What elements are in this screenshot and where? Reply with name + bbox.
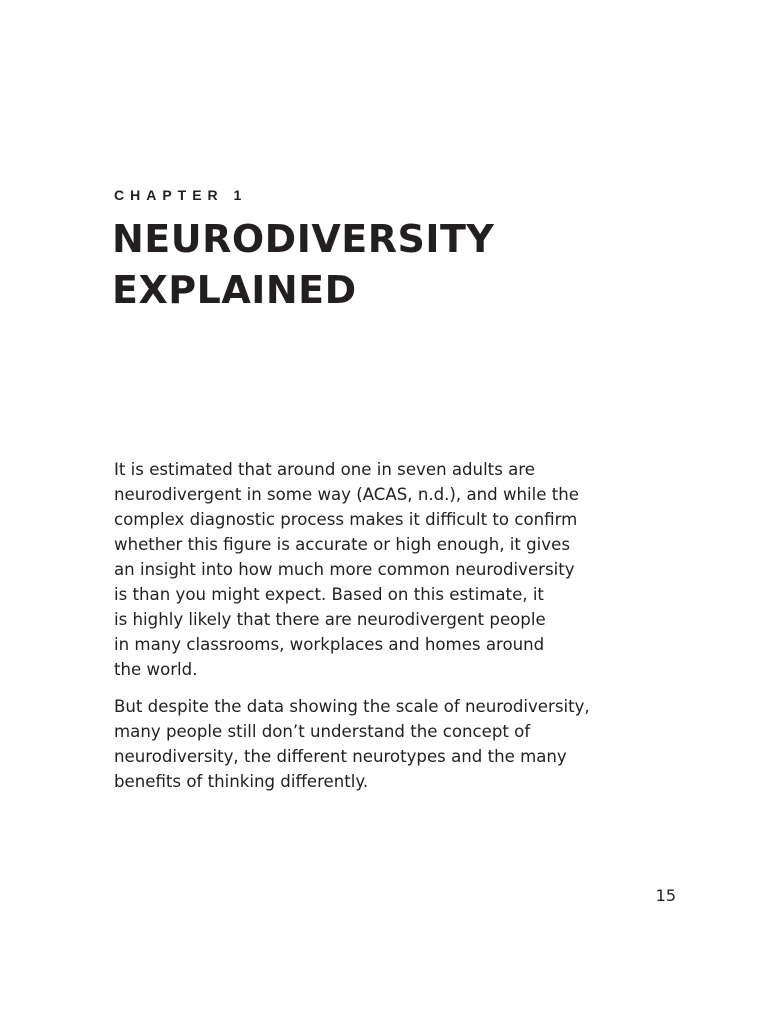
text-line: the world. (114, 660, 198, 679)
text-line: It is estimated that around one in seven adults are (114, 460, 535, 479)
text-line: in many classrooms, workplaces and homes around (114, 635, 545, 654)
text-line: neurodivergent in some way (ACAS, n.d.), and while the (114, 485, 579, 504)
body-text (114, 457, 694, 806)
text-line: neurodiversity, the different neurotypes and the many (114, 747, 567, 766)
paragraph (114, 694, 694, 794)
text-line: complex diagnostic process makes it difficult to confirm (114, 510, 578, 529)
text-line: But despite the data showing the scale of neurodiversity, (114, 697, 590, 716)
chapter-title-line: EXPLAINED (112, 268, 357, 312)
text-line: benefits of thinking differently. (114, 772, 369, 791)
text-line: an insight into how much more common neurodiversity (114, 560, 575, 579)
text-line: is highly likely that there are neurodivergent people (114, 610, 546, 629)
chapter-title (112, 214, 672, 316)
text-line: many people still don’t understand the concept of (114, 722, 531, 741)
chapter-label: CHAPTER 1 (114, 187, 248, 203)
paragraph (114, 457, 694, 682)
chapter-title-line: NEURODIVERSITY (112, 217, 495, 261)
text-line: whether this figure is accurate or high enough, it gives (114, 535, 570, 554)
text-line: is than you might expect. Based on this estimate, it (114, 585, 544, 604)
page-number: 15 (655, 886, 676, 905)
